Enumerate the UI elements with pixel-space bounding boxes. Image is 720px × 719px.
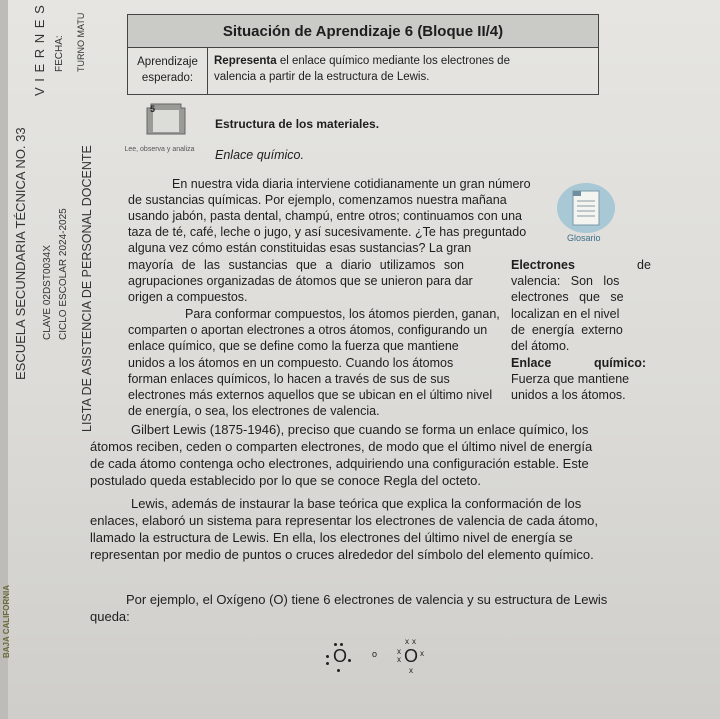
baja-california-logo-text: BAJA CALIFORNIA — [2, 584, 11, 658]
p4-line: Lewis, además de instaurar la base teórica que explica la conformación de los — [131, 496, 582, 511]
glossary-line: electrones que se — [511, 290, 624, 304]
expected-learning-line1: el enlace químico mediante los electrones de — [276, 55, 510, 67]
lewis-symbol-dots: O — [333, 646, 348, 666]
materials-title: Estructura de los materiales. — [215, 117, 380, 131]
p1-line: de sustancias químicas. Por ejemplo, comenzamos nuestra mañana — [128, 193, 507, 207]
p4-line: llamado la estructura de Lewis. En ella, los electrones del último nivel de energía se — [90, 530, 573, 545]
school-name: ESCUELA SECUNDARIA TÉCNICA NO. 33 — [13, 127, 28, 380]
lewis-structure-crosses: O x x x x x x — [397, 637, 424, 675]
glossary-book-icon — [557, 183, 615, 233]
p3-line: átomos reciben, ceden o comparten electrones, de modo que el último nivel de energía — [90, 439, 593, 454]
glossary-line: unidos a los átomos. — [511, 388, 626, 402]
school-cycle: CICLO ESCOLAR 2024-2025 — [58, 208, 69, 340]
p1-line: En nuestra vida diaria interviene cotidianamente un gran número — [172, 177, 531, 191]
glossary-line: valencia: Son los — [511, 274, 620, 288]
glossary-line: localizan en el nivel — [511, 307, 620, 321]
school-clave: CLAVE 02DST0034X — [42, 245, 53, 340]
fecha-label: FECHA: — [54, 35, 65, 72]
glossary-line: de — [637, 258, 651, 272]
attendance-list-label: LISTA DE ASISTENCIA DE PERSONAL DOCENTE — [80, 145, 94, 432]
learning-situation-header — [127, 14, 599, 95]
p3-line: postulado queda establecido por lo que se conoce Regla del octeto. — [90, 473, 482, 488]
p2-line: Para conformar compuestos, los átomos pierden, ganan, — [185, 307, 500, 321]
glossary-label: Glosario — [567, 233, 601, 243]
glossary-term-quimico: químico: — [594, 356, 647, 370]
p1-line: agrupaciones organizadas de átomos que se unieron para dar — [128, 274, 473, 288]
expected-learning-line2: valencia a partir de la estructura de Lewis. — [214, 71, 430, 84]
materials-number: 5 — [150, 104, 156, 114]
day-label: V I E R N E S — [32, 4, 47, 96]
p2-line: de energía, o sea, los electrones de valencia. — [128, 404, 380, 418]
p4-line: representan por medio de puntos o cruces alrededor del símbolo del elemento químico. — [90, 547, 594, 562]
p1-line: usando jabón, pasta dental, champú, entre otros; continuamos con una — [128, 209, 523, 223]
glossary-line: Fuerza que mantiene — [511, 372, 630, 386]
p1-line: mayoría de las sustancias que a diario utilizamos son — [128, 258, 464, 272]
header-title: Situación de Aprendizaje 6 (Bloque II/4) — [128, 15, 598, 48]
p2-line: enlace químico, que se define como la fuerza que mantiene — [128, 339, 459, 353]
p5-line: Por ejemplo, el Oxígeno (O) tiene 6 electrones de valencia y su estructura de Lewis — [126, 592, 608, 607]
p1-line: taza de té, café, leche o jugo, y así sucesivamente. ¿Te has preguntado — [128, 225, 527, 239]
turno-label: TURNO MATU — [76, 12, 86, 72]
p2-line: comparten o aportan electrones a otros átomos, configurando un — [128, 323, 488, 337]
p3-line: Gilbert Lewis (1875-1946), preciso que cuando se forma un enlace químico, los — [131, 422, 589, 437]
p2-line: electrones más externos aquellos que se ubican en el último nivel — [128, 388, 493, 402]
expected-learning-keyword: Representa — [214, 55, 277, 67]
p5-line: queda: — [90, 609, 130, 624]
glossary-term-electrones: Electrones — [511, 258, 575, 272]
p1-line: origen a compuestos. — [128, 290, 248, 304]
p4-line: enlaces, elaboró un sistema para representar los electrones de valencia de cada átomo, — [90, 513, 599, 528]
lewis-structure-dots — [322, 636, 362, 676]
glossary-line: del átomo. — [511, 339, 570, 353]
lewis-symbol-crosses: O — [404, 646, 419, 666]
glossary-term-enlace: Enlace — [511, 356, 552, 370]
lewis-separator: o — [372, 649, 378, 659]
glossary-line: de energía externo — [511, 323, 623, 337]
p1-line: alguna vez cómo están constituidas esas sustancias? La gran — [128, 241, 472, 255]
p3-line: de cada átomo contenga ocho electrones, adquiriendo una configuración estable. Este — [90, 456, 589, 471]
topic-title: Enlace químico. — [215, 148, 304, 162]
lee-observa-label: Lee, observa y analiza — [124, 146, 195, 153]
expected-learning-label: Aprendizaje esperado: — [128, 48, 208, 94]
p2-line: unidos a los átomos en un compuesto. Cuando los átomos — [128, 356, 454, 370]
p2-line: forman enlaces químicos, lo hacen a través de sus de sus — [128, 372, 450, 386]
expected-learning-value — [208, 48, 598, 94]
